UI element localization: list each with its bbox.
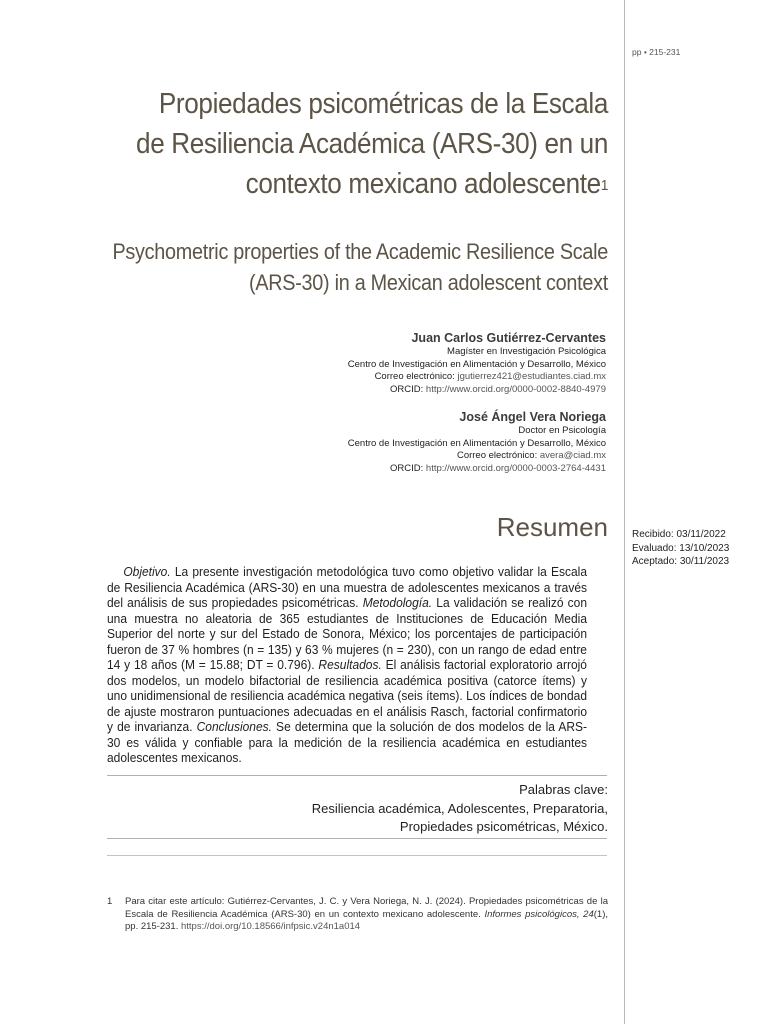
keywords-block bbox=[128, 781, 608, 837]
article-title-spanish bbox=[104, 84, 608, 204]
resultados-text: El análisis factorial exploratorio arrojó dos modelos, un modelo bifactorial de resiliencia académica positiva (catorce ítems) y uno unidimensional de resiliencia académica negativa (seis ítems). Los índices de bondad de ajuste mostraron puntuaciones adecuadas en el análisis Rasch, factorial confirmatorio y de invarianza. bbox=[107, 658, 587, 734]
author-block-2 bbox=[166, 409, 606, 475]
title-es-line-3-text: contexto mexicano adolescente bbox=[245, 168, 601, 200]
keywords-line-1: Resiliencia académica, Adolescentes, Preparatoria, bbox=[311, 800, 608, 816]
author-orcid-link[interactable]: http://www.orcid.org/0000-0003-2764-4431 bbox=[425, 462, 606, 474]
date-received: Recibido: 03/11/2022 bbox=[632, 529, 726, 540]
objetivo-text: La presente investigación metodológica tuvo como objetivo validar la Escala de Resiliencia Académica (ARS-30) en una muestra de adolescentes mexicanos a través del análisis de sus propiedades psicométricas. bbox=[107, 565, 587, 610]
author-degree: Doctor en Psicología bbox=[518, 425, 606, 436]
metodologia-label: Metodología. bbox=[362, 596, 433, 610]
author-orcid-row bbox=[166, 463, 606, 476]
author-institution: Centro de Investigación en Alimentación y Desarrollo, México bbox=[347, 437, 606, 449]
conclusiones-label: Conclusiones. bbox=[196, 720, 272, 734]
footnote-citation: Para citar este artículo: Gutiérrez-Cervantes, J. C. y Vera Noriega, N. J. (2024). Propiedades psicométricas de la Escala de Resiliencia Académica (ARS-30) en un contexto mexicano adolescente. bbox=[125, 896, 608, 920]
conclusiones-text: Se determina que la solución de dos modelos de la ARS-30 es válida y confiable para la medición de la resiliencia académica en estudiantes adolescentes mexicanos. bbox=[107, 720, 587, 765]
page-range: pp • 215-231 bbox=[632, 47, 681, 57]
keywords-label: Palabras clave: bbox=[519, 782, 608, 797]
objetivo-label: Objetivo. bbox=[123, 565, 171, 579]
date-accepted: Aceptado: 30/11/2023 bbox=[632, 556, 730, 567]
author-block-1 bbox=[166, 330, 606, 396]
author-email-link[interactable]: avera@ciad.mx bbox=[539, 450, 606, 461]
title-es-line-3 bbox=[104, 164, 608, 204]
author-orcid-row bbox=[166, 384, 606, 397]
keywords-bottom-rule bbox=[107, 838, 607, 839]
author-name: Juan Carlos Gutiérrez-Cervantes bbox=[411, 331, 606, 345]
date-evaluated: Evaluado: 13/10/2023 bbox=[632, 542, 730, 554]
title-es-line-1: Propiedades psicométricas de la Escala bbox=[158, 88, 609, 120]
author-email-row bbox=[166, 450, 606, 463]
author-orcid-link[interactable]: http://www.orcid.org/0000-0002-8840-4979 bbox=[425, 383, 606, 395]
author-email-row bbox=[166, 371, 606, 384]
resultados-label: Resultados. bbox=[318, 658, 382, 672]
submission-dates bbox=[632, 528, 729, 569]
keywords-top-rule bbox=[107, 775, 607, 776]
orcid-label: ORCID: bbox=[390, 383, 424, 395]
title-footnote-mark[interactable]: 1 bbox=[600, 177, 608, 194]
orcid-label: ORCID: bbox=[390, 462, 424, 474]
footnote-issue: (1), bbox=[593, 908, 608, 920]
metodologia-text: La validación se realizó con una muestra no aleatoria de 365 estudiantes de Instituciones de Educación Media Superior del norte y sur del Estado de Sonora, México; los porcentajes de participación fueron de 37 % hombres (n = 135) y 63 % mujeres (n = 230), con un rango de edad entre 14 y 18 años (M = 15.88; DT = 0.796). bbox=[107, 596, 587, 672]
keywords-line-2: Propiedades psicométricas, México. bbox=[399, 819, 608, 834]
title-es-line-2: de Resiliencia Académica (ARS-30) en un bbox=[136, 128, 609, 160]
footnote-text bbox=[125, 896, 608, 934]
author-institution: Centro de Investigación en Alimentación y Desarrollo, México bbox=[347, 358, 606, 370]
author-degree: Magíster en Investigación Psicológica bbox=[447, 346, 606, 357]
author-name: José Ángel Vera Noriega bbox=[459, 410, 606, 424]
email-label: Correo electrónico: bbox=[374, 371, 455, 382]
title-en-line-1: Psychometric properties of the Academic Resilience Scale bbox=[112, 239, 609, 264]
footnote-pages: pp. 215-231. bbox=[125, 921, 181, 932]
footnote-journal: Informes psicológicos, 24 bbox=[484, 908, 594, 920]
footnote-number: 1 bbox=[107, 896, 113, 907]
author-email-link[interactable]: jgutierrez421@estudiantes.ciad.mx bbox=[457, 371, 606, 382]
margin-rule bbox=[624, 0, 625, 1024]
article-title-english bbox=[104, 236, 608, 298]
abstract-heading: Resumen bbox=[496, 512, 608, 542]
email-label: Correo electrónico: bbox=[456, 450, 538, 461]
title-en-line-2: (ARS-30) in a Mexican adolescent context bbox=[249, 270, 608, 295]
abstract-body bbox=[107, 565, 587, 767]
footnote-rule bbox=[107, 855, 607, 856]
footnote-doi-link[interactable]: https://doi.org/10.18566/infpsic.v24n1a014 bbox=[181, 921, 361, 932]
